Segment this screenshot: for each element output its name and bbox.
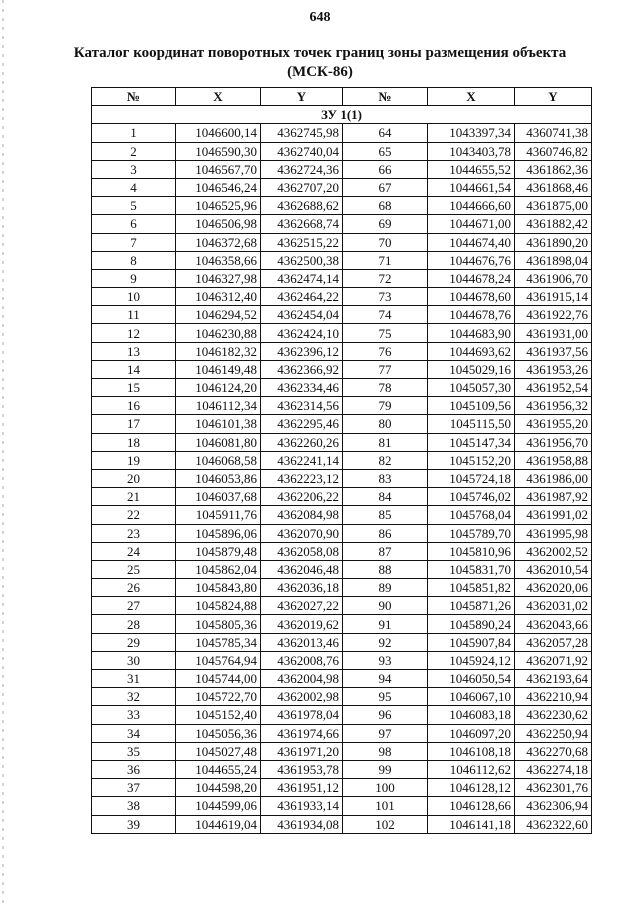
y-left: 4362740,04 — [261, 142, 343, 160]
point-number-right: 65 — [343, 142, 428, 160]
y-left: 4362058,08 — [261, 542, 343, 560]
y-right: 4362270,68 — [515, 742, 592, 760]
point-number-right: 79 — [343, 397, 428, 415]
header-x-left: X — [176, 88, 261, 106]
point-number-left: 28 — [92, 615, 176, 633]
table-row — [92, 215, 592, 233]
table-row — [92, 397, 592, 415]
x-left: 1046294,52 — [176, 306, 261, 324]
x-left: 1044598,20 — [176, 779, 261, 797]
y-left: 4362036,18 — [261, 579, 343, 597]
y-right: 4361875,00 — [515, 197, 592, 215]
y-left: 4362223,12 — [261, 469, 343, 487]
table-row — [92, 379, 592, 397]
x-right: 1045871,26 — [428, 597, 515, 615]
point-number-right: 81 — [343, 433, 428, 451]
y-left: 4361951,12 — [261, 779, 343, 797]
x-left: 1046567,70 — [176, 160, 261, 178]
x-right: 1044671,00 — [428, 215, 515, 233]
x-right: 1046050,54 — [428, 670, 515, 688]
x-left: 1046525,96 — [176, 197, 261, 215]
page-number: 648 — [309, 10, 331, 25]
y-right: 4360741,38 — [515, 124, 592, 142]
table-row — [92, 760, 592, 778]
point-number-right: 96 — [343, 706, 428, 724]
x-right: 1046067,10 — [428, 688, 515, 706]
y-right: 4362002,52 — [515, 542, 592, 560]
point-number-left: 20 — [92, 469, 176, 487]
section-label: ЗУ 1(1) — [92, 106, 592, 124]
table-row — [92, 197, 592, 215]
table-row — [92, 579, 592, 597]
x-right: 1046108,18 — [428, 742, 515, 760]
y-right: 4361986,00 — [515, 469, 592, 487]
point-number-right: 89 — [343, 579, 428, 597]
x-right: 1044676,76 — [428, 251, 515, 269]
y-left: 4362745,98 — [261, 124, 343, 142]
x-left: 1046230,88 — [176, 324, 261, 342]
y-right: 4362193,64 — [515, 670, 592, 688]
y-right: 4362043,66 — [515, 615, 592, 633]
x-left: 1046149,48 — [176, 360, 261, 378]
x-right: 1043397,34 — [428, 124, 515, 142]
point-number-left: 33 — [92, 706, 176, 724]
point-number-left: 36 — [92, 760, 176, 778]
x-right: 1046141,18 — [428, 815, 515, 833]
x-left: 1045056,36 — [176, 724, 261, 742]
x-right: 1044693,62 — [428, 342, 515, 360]
x-left: 1045722,70 — [176, 688, 261, 706]
point-number-right: 72 — [343, 269, 428, 287]
x-right: 1045907,84 — [428, 633, 515, 651]
title-line-2: (МСК-86) — [287, 64, 353, 80]
y-right: 4361956,70 — [515, 433, 592, 451]
point-number-right: 98 — [343, 742, 428, 760]
x-right: 1045768,04 — [428, 506, 515, 524]
point-number-left: 31 — [92, 670, 176, 688]
x-right: 1043403,78 — [428, 142, 515, 160]
y-right: 4361987,92 — [515, 488, 592, 506]
table-row — [92, 251, 592, 269]
point-number-right: 95 — [343, 688, 428, 706]
section-row — [92, 106, 592, 124]
y-right: 4361915,14 — [515, 288, 592, 306]
point-number-left: 30 — [92, 651, 176, 669]
x-left: 1045862,04 — [176, 560, 261, 578]
x-left: 1045824,88 — [176, 597, 261, 615]
table-row — [92, 433, 592, 451]
point-number-left: 2 — [92, 142, 176, 160]
y-left: 4361933,14 — [261, 797, 343, 815]
point-number-right: 67 — [343, 178, 428, 196]
y-right: 4361931,00 — [515, 324, 592, 342]
y-right: 4362071,92 — [515, 651, 592, 669]
point-number-right: 85 — [343, 506, 428, 524]
x-left: 1045879,48 — [176, 542, 261, 560]
x-right: 1046128,66 — [428, 797, 515, 815]
header-y-left: Y — [261, 88, 343, 106]
x-left: 1046081,80 — [176, 433, 261, 451]
table-row — [92, 178, 592, 196]
y-right: 4361862,36 — [515, 160, 592, 178]
table-row — [92, 688, 592, 706]
x-left: 1046037,68 — [176, 488, 261, 506]
point-number-left: 32 — [92, 688, 176, 706]
x-right: 1046083,18 — [428, 706, 515, 724]
x-right: 1045924,12 — [428, 651, 515, 669]
y-left: 4362707,20 — [261, 178, 343, 196]
y-left: 4362396,12 — [261, 342, 343, 360]
x-left: 1046327,98 — [176, 269, 261, 287]
x-right: 1044678,24 — [428, 269, 515, 287]
x-right: 1045724,18 — [428, 469, 515, 487]
point-number-left: 13 — [92, 342, 176, 360]
y-right: 4361955,20 — [515, 415, 592, 433]
header-num-right: № — [343, 88, 428, 106]
x-left: 1046068,58 — [176, 451, 261, 469]
point-number-right: 94 — [343, 670, 428, 688]
x-right: 1046128,12 — [428, 779, 515, 797]
y-right: 4361995,98 — [515, 524, 592, 542]
point-number-right: 99 — [343, 760, 428, 778]
y-left: 4362334,46 — [261, 379, 343, 397]
x-right: 1044678,60 — [428, 288, 515, 306]
y-right: 4362020,06 — [515, 579, 592, 597]
point-number-left: 27 — [92, 597, 176, 615]
y-left: 4362260,26 — [261, 433, 343, 451]
table-row — [92, 597, 592, 615]
header-num-left: № — [92, 88, 176, 106]
point-number-left: 23 — [92, 524, 176, 542]
point-number-left: 10 — [92, 288, 176, 306]
table-row — [92, 779, 592, 797]
x-right: 1045746,02 — [428, 488, 515, 506]
y-right: 4362306,94 — [515, 797, 592, 815]
table-row — [92, 288, 592, 306]
y-right: 4361953,26 — [515, 360, 592, 378]
point-number-left: 38 — [92, 797, 176, 815]
y-left: 4362454,04 — [261, 306, 343, 324]
y-left: 4362084,98 — [261, 506, 343, 524]
point-number-right: 92 — [343, 633, 428, 651]
point-number-right: 64 — [343, 124, 428, 142]
x-right: 1044683,90 — [428, 324, 515, 342]
y-left: 4362424,10 — [261, 324, 343, 342]
x-right: 1045810,96 — [428, 542, 515, 560]
point-number-right: 83 — [343, 469, 428, 487]
x-right: 1045152,20 — [428, 451, 515, 469]
y-right: 4362031,02 — [515, 597, 592, 615]
table-row — [92, 506, 592, 524]
y-left: 4362668,74 — [261, 215, 343, 233]
header-x-right: X — [428, 88, 515, 106]
document-title — [60, 44, 580, 82]
y-left: 4362002,98 — [261, 688, 343, 706]
x-right: 1044661,54 — [428, 178, 515, 196]
point-number-right: 97 — [343, 724, 428, 742]
point-number-right: 102 — [343, 815, 428, 833]
y-left: 4362013,46 — [261, 633, 343, 651]
header-row — [92, 88, 592, 106]
point-number-right: 77 — [343, 360, 428, 378]
y-right: 4360746,82 — [515, 142, 592, 160]
point-number-left: 39 — [92, 815, 176, 833]
x-left: 1044655,24 — [176, 760, 261, 778]
y-left: 4362019,62 — [261, 615, 343, 633]
table-row — [92, 324, 592, 342]
y-left: 4362046,48 — [261, 560, 343, 578]
point-number-right: 93 — [343, 651, 428, 669]
point-number-left: 9 — [92, 269, 176, 287]
x-left: 1046101,38 — [176, 415, 261, 433]
point-number-right: 75 — [343, 324, 428, 342]
y-right: 4361952,54 — [515, 379, 592, 397]
y-right: 4362250,94 — [515, 724, 592, 742]
y-left: 4362688,62 — [261, 197, 343, 215]
y-right: 4362010,54 — [515, 560, 592, 578]
point-number-left: 1 — [92, 124, 176, 142]
y-left: 4362206,22 — [261, 488, 343, 506]
point-number-left: 29 — [92, 633, 176, 651]
table-row — [92, 797, 592, 815]
x-left: 1046506,98 — [176, 215, 261, 233]
y-left: 4361978,04 — [261, 706, 343, 724]
x-left: 1045027,48 — [176, 742, 261, 760]
x-left: 1045805,36 — [176, 615, 261, 633]
x-right: 1044666,60 — [428, 197, 515, 215]
point-number-left: 19 — [92, 451, 176, 469]
x-left: 1046358,66 — [176, 251, 261, 269]
x-left: 1045785,34 — [176, 633, 261, 651]
table-row — [92, 633, 592, 651]
point-number-left: 4 — [92, 178, 176, 196]
point-number-right: 74 — [343, 306, 428, 324]
point-number-right: 82 — [343, 451, 428, 469]
x-right: 1045851,82 — [428, 579, 515, 597]
table-row — [92, 342, 592, 360]
header-y-right: Y — [515, 88, 592, 106]
table-row — [92, 651, 592, 669]
y-right: 4362301,76 — [515, 779, 592, 797]
point-number-right: 88 — [343, 560, 428, 578]
x-right: 1045789,70 — [428, 524, 515, 542]
point-number-left: 15 — [92, 379, 176, 397]
x-left: 1045744,00 — [176, 670, 261, 688]
y-left: 4362295,46 — [261, 415, 343, 433]
point-number-left: 26 — [92, 579, 176, 597]
y-left: 4361974,66 — [261, 724, 343, 742]
point-number-left: 22 — [92, 506, 176, 524]
point-number-left: 3 — [92, 160, 176, 178]
table-row — [92, 124, 592, 142]
point-number-left: 25 — [92, 560, 176, 578]
point-number-left: 5 — [92, 197, 176, 215]
point-number-left: 12 — [92, 324, 176, 342]
x-left: 1044619,04 — [176, 815, 261, 833]
table-row — [92, 233, 592, 251]
x-left: 1046112,34 — [176, 397, 261, 415]
point-number-left: 7 — [92, 233, 176, 251]
y-left: 4361953,78 — [261, 760, 343, 778]
x-left: 1045911,76 — [176, 506, 261, 524]
table-row — [92, 706, 592, 724]
point-number-right: 80 — [343, 415, 428, 433]
table-row — [92, 160, 592, 178]
x-right: 1045890,24 — [428, 615, 515, 633]
x-right: 1045057,30 — [428, 379, 515, 397]
table-row — [92, 742, 592, 760]
x-left: 1045764,94 — [176, 651, 261, 669]
y-left: 4362366,92 — [261, 360, 343, 378]
x-right: 1045831,70 — [428, 560, 515, 578]
table-row — [92, 670, 592, 688]
point-number-left: 14 — [92, 360, 176, 378]
y-right: 4361906,70 — [515, 269, 592, 287]
y-right: 4361898,04 — [515, 251, 592, 269]
y-right: 4361956,32 — [515, 397, 592, 415]
table-row — [92, 451, 592, 469]
x-left: 1046053,86 — [176, 469, 261, 487]
point-number-right: 90 — [343, 597, 428, 615]
point-number-left: 37 — [92, 779, 176, 797]
y-right: 4361890,20 — [515, 233, 592, 251]
y-left: 4362027,22 — [261, 597, 343, 615]
point-number-left: 21 — [92, 488, 176, 506]
x-left: 1046546,24 — [176, 178, 261, 196]
y-right: 4361922,76 — [515, 306, 592, 324]
point-number-right: 73 — [343, 288, 428, 306]
y-right: 4362057,28 — [515, 633, 592, 651]
table-row — [92, 560, 592, 578]
y-right: 4361882,42 — [515, 215, 592, 233]
y-right: 4361958,88 — [515, 451, 592, 469]
table-row — [92, 488, 592, 506]
x-right: 1044678,76 — [428, 306, 515, 324]
table-row — [92, 724, 592, 742]
point-number-left: 6 — [92, 215, 176, 233]
coordinates-table — [91, 87, 592, 834]
point-number-right: 68 — [343, 197, 428, 215]
y-right: 4362274,18 — [515, 760, 592, 778]
x-right: 1044674,40 — [428, 233, 515, 251]
x-right: 1044655,52 — [428, 160, 515, 178]
point-number-left: 11 — [92, 306, 176, 324]
point-number-right: 84 — [343, 488, 428, 506]
y-left: 4362004,98 — [261, 670, 343, 688]
y-left: 4362314,56 — [261, 397, 343, 415]
point-number-right: 87 — [343, 542, 428, 560]
x-right: 1046097,20 — [428, 724, 515, 742]
y-left: 4362724,36 — [261, 160, 343, 178]
x-right: 1045109,56 — [428, 397, 515, 415]
point-number-left: 8 — [92, 251, 176, 269]
x-left: 1046600,14 — [176, 124, 261, 142]
table-row — [92, 524, 592, 542]
point-number-right: 66 — [343, 160, 428, 178]
table-row — [92, 415, 592, 433]
y-right: 4361868,46 — [515, 178, 592, 196]
table-row — [92, 469, 592, 487]
point-number-right: 91 — [343, 615, 428, 633]
y-left: 4362070,90 — [261, 524, 343, 542]
x-left: 1046124,20 — [176, 379, 261, 397]
y-left: 4361971,20 — [261, 742, 343, 760]
x-right: 1045115,50 — [428, 415, 515, 433]
table-row — [92, 269, 592, 287]
x-left: 1046182,32 — [176, 342, 261, 360]
x-left: 1045896,06 — [176, 524, 261, 542]
point-number-right: 78 — [343, 379, 428, 397]
point-number-right: 71 — [343, 251, 428, 269]
point-number-right: 100 — [343, 779, 428, 797]
y-left: 4361934,08 — [261, 815, 343, 833]
table-row — [92, 360, 592, 378]
point-number-right: 101 — [343, 797, 428, 815]
y-left: 4362474,14 — [261, 269, 343, 287]
x-left: 1046312,40 — [176, 288, 261, 306]
scan-edge-artifact — [2, 0, 4, 905]
point-number-left: 34 — [92, 724, 176, 742]
point-number-left: 35 — [92, 742, 176, 760]
point-number-left: 16 — [92, 397, 176, 415]
y-right: 4361937,56 — [515, 342, 592, 360]
x-left: 1046590,30 — [176, 142, 261, 160]
y-right: 4362230,62 — [515, 706, 592, 724]
x-left: 1045152,40 — [176, 706, 261, 724]
x-right: 1045147,34 — [428, 433, 515, 451]
y-right: 4362210,94 — [515, 688, 592, 706]
table-row — [92, 306, 592, 324]
y-right: 4362322,60 — [515, 815, 592, 833]
x-left: 1046372,68 — [176, 233, 261, 251]
y-left: 4362241,14 — [261, 451, 343, 469]
point-number-right: 70 — [343, 233, 428, 251]
y-right: 4361991,02 — [515, 506, 592, 524]
point-number-right: 69 — [343, 215, 428, 233]
point-number-left: 18 — [92, 433, 176, 451]
table-row — [92, 142, 592, 160]
y-left: 4362515,22 — [261, 233, 343, 251]
point-number-right: 76 — [343, 342, 428, 360]
x-right: 1046112,62 — [428, 760, 515, 778]
x-left: 1045843,80 — [176, 579, 261, 597]
x-left: 1044599,06 — [176, 797, 261, 815]
title-line-1: Каталог координат поворотных точек границ зоны размещения объекта — [73, 45, 567, 61]
point-number-left: 24 — [92, 542, 176, 560]
x-right: 1045029,16 — [428, 360, 515, 378]
table-row — [92, 815, 592, 833]
y-left: 4362500,38 — [261, 251, 343, 269]
point-number-right: 86 — [343, 524, 428, 542]
point-number-left: 17 — [92, 415, 176, 433]
y-left: 4362008,76 — [261, 651, 343, 669]
table-row — [92, 542, 592, 560]
table-row — [92, 615, 592, 633]
y-left: 4362464,22 — [261, 288, 343, 306]
